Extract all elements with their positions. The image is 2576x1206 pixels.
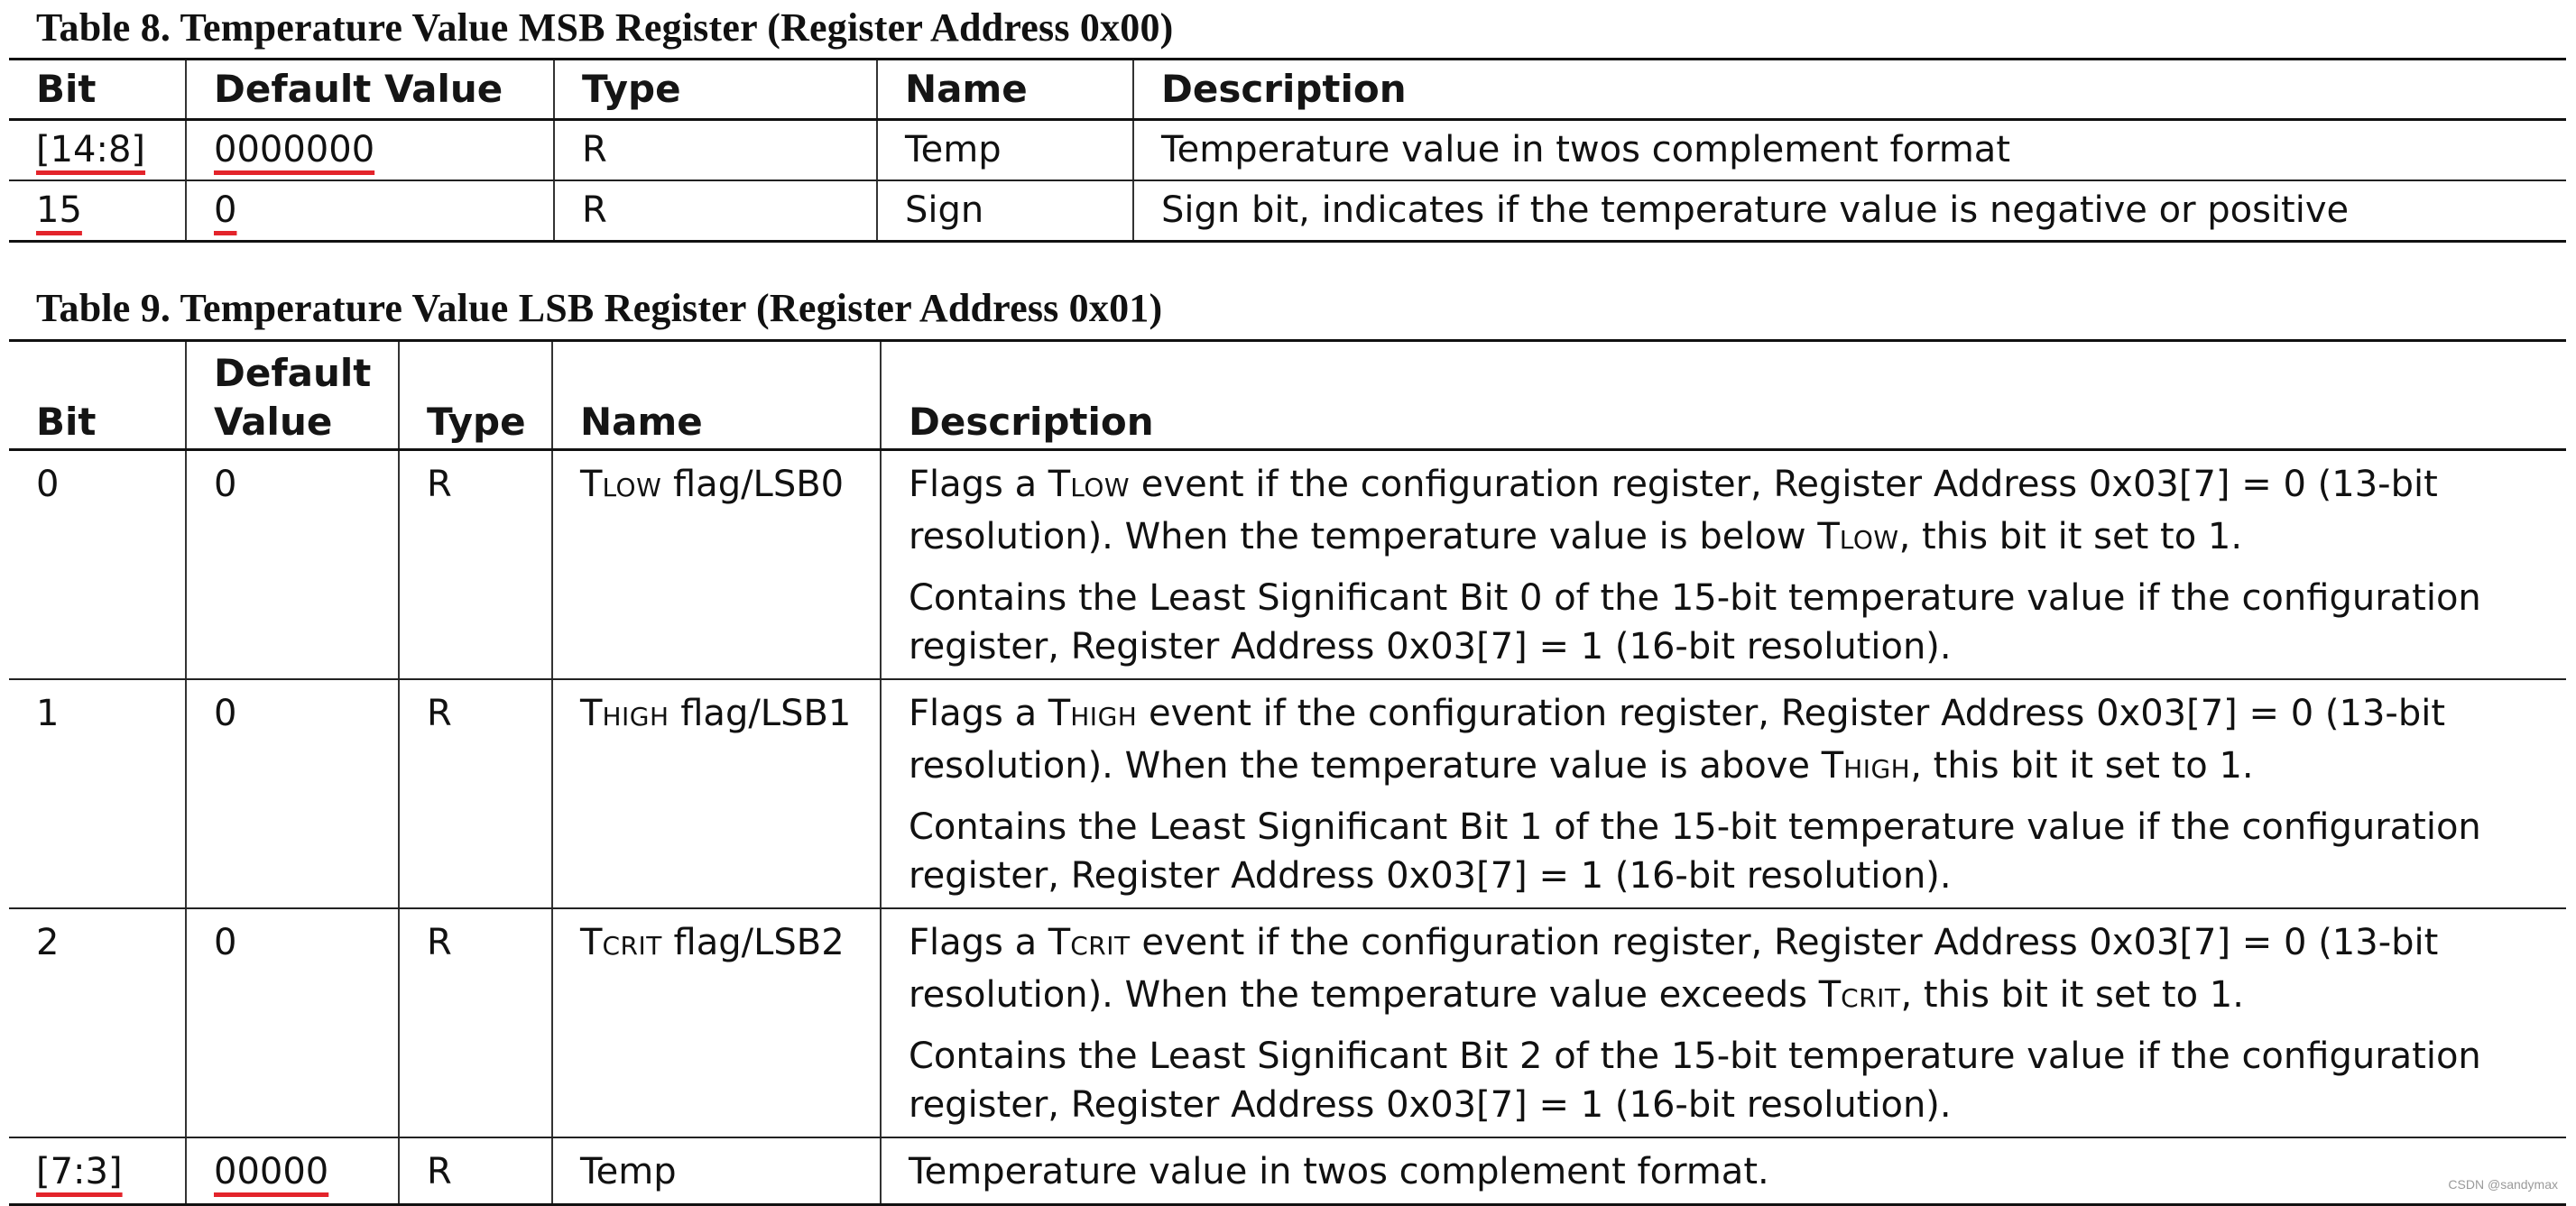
- table-row: [9, 180, 2566, 242]
- column-header-type: Type: [554, 60, 877, 120]
- description-paragraph: Contains the Least Significant Bit 2 of the 15-bit temperature value if the configuration register, Register Address 0x03[7] = 1 (16-bit resolution).: [909, 1036, 2481, 1126]
- desc-text: Flags a T: [909, 922, 1071, 963]
- desc-subscript: LOW: [1839, 525, 1899, 555]
- column-header-default-value: Default Value: [186, 341, 399, 450]
- default-value-cell: 0: [186, 679, 399, 908]
- description-paragraph: Contains the Least Significant Bit 0 of the 15-bit temperature value if the configuration register, Register Address 0x03[7] = 1 (16-bit resolution).: [909, 577, 2481, 667]
- desc-text: event if the configuration register, Register Address 0x03[7] = 0 (13-bit resolution). When the temperature value is above T: [909, 693, 2446, 787]
- table8-caption: Table 8. Temperature Value MSB Register (Register Address 0x00): [36, 5, 1174, 50]
- column-header-name: Name: [552, 341, 881, 450]
- underlined-default-value: 00000: [214, 1151, 329, 1192]
- underlined-default-value: 0: [214, 189, 237, 231]
- column-header-default-value: Default Value: [186, 60, 554, 120]
- type-cell: R: [399, 908, 552, 1137]
- underlined-default-value: 0000000: [214, 129, 375, 170]
- desc-subscript: CRIT: [1070, 931, 1131, 961]
- table9-caption: Table 9. Temperature Value LSB Register (Register Address 0x01): [36, 286, 1163, 330]
- description-cell: [881, 679, 2566, 908]
- temperature-lsb-register-table: [9, 339, 2566, 1206]
- desc-text: Flags a T: [909, 693, 1071, 734]
- watermark: CSDN @sandymax: [2448, 1177, 2558, 1192]
- name-suffix: flag/LSB1: [669, 693, 852, 734]
- default-value-cell: [186, 1137, 399, 1205]
- name-cell: [552, 679, 881, 908]
- name-cell: [552, 450, 881, 680]
- underlined-bit-value: [7:3]: [36, 1151, 123, 1192]
- table-header-row: [9, 341, 2566, 450]
- table-row: [9, 450, 2566, 680]
- default-value-cell: 0: [186, 450, 399, 680]
- table-row: [9, 908, 2566, 1137]
- default-value-cell: [186, 180, 554, 242]
- table-row: [9, 120, 2566, 181]
- name-cell: Temp: [552, 1137, 881, 1205]
- name-main: T: [580, 922, 603, 963]
- name-cell: Sign: [877, 180, 1133, 242]
- bit-cell: [9, 1137, 186, 1205]
- name-cell: [552, 908, 881, 1137]
- column-header-type: Type: [399, 341, 552, 450]
- description-cell: Temperature value in twos complement format.: [881, 1137, 2566, 1205]
- table-row: [9, 1137, 2566, 1205]
- type-cell: R: [399, 679, 552, 908]
- name-cell: Temp: [877, 120, 1133, 181]
- desc-subscript: CRIT: [1841, 983, 1901, 1013]
- default-value-cell: [186, 120, 554, 181]
- default-value-cell: 0: [186, 908, 399, 1137]
- type-cell: R: [554, 120, 877, 181]
- bit-cell: 2: [9, 908, 186, 1137]
- column-header-bit: Bit: [9, 341, 186, 450]
- underlined-bit-value: [14:8]: [36, 129, 146, 170]
- description-paragraph: [909, 918, 2530, 1023]
- column-header-description: Description: [1133, 60, 2566, 120]
- name-subscript: LOW: [602, 473, 662, 502]
- underlined-bit-value: 15: [36, 189, 82, 231]
- desc-text: , this bit it set to 1.: [1900, 974, 2244, 1016]
- type-cell: R: [554, 180, 877, 242]
- name-subscript: HIGH: [602, 702, 669, 732]
- bit-cell: 0: [9, 450, 186, 680]
- bit-cell: 1: [9, 679, 186, 908]
- table-row: [9, 679, 2566, 908]
- desc-subscript: LOW: [1070, 473, 1131, 502]
- column-header-description: Description: [881, 341, 2566, 450]
- desc-text: Flags a T: [909, 464, 1071, 505]
- name-main: T: [580, 693, 603, 734]
- type-cell: R: [399, 1137, 552, 1205]
- type-cell: R: [399, 450, 552, 680]
- desc-subscript: HIGH: [1843, 754, 1911, 784]
- name-suffix: flag/LSB0: [661, 464, 845, 505]
- desc-subscript: HIGH: [1070, 702, 1138, 732]
- description-cell: [881, 450, 2566, 680]
- desc-text: event if the configuration register, Register Address 0x03[7] = 0 (13-bit resolution). When the temperature value exceeds T: [909, 922, 2439, 1016]
- bit-cell: [9, 120, 186, 181]
- description-paragraph: [909, 460, 2530, 565]
- description-paragraph: [909, 689, 2530, 794]
- table-header-row: [9, 60, 2566, 120]
- desc-text: , this bit it set to 1.: [1910, 745, 2254, 787]
- description-cell: Sign bit, indicates if the temperature value is negative or positive: [1133, 180, 2566, 242]
- name-main: T: [580, 464, 603, 505]
- description-cell: Temperature value in twos complement format: [1133, 120, 2566, 181]
- bit-cell: [9, 180, 186, 242]
- name-suffix: flag/LSB2: [661, 922, 845, 963]
- column-header-name: Name: [877, 60, 1133, 120]
- name-subscript: CRIT: [602, 931, 662, 961]
- description-cell: [881, 908, 2566, 1137]
- desc-text: event if the configuration register, Register Address 0x03[7] = 0 (13-bit resolution). When the temperature value is below T: [909, 464, 2438, 557]
- description-paragraph: Contains the Least Significant Bit 1 of the 15-bit temperature value if the configuration register, Register Address 0x03[7] = 1 (16-bit resolution).: [909, 806, 2481, 897]
- column-header-bit: Bit: [9, 60, 186, 120]
- desc-text: , this bit it set to 1.: [1898, 516, 2243, 557]
- temperature-msb-register-table: [9, 58, 2566, 243]
